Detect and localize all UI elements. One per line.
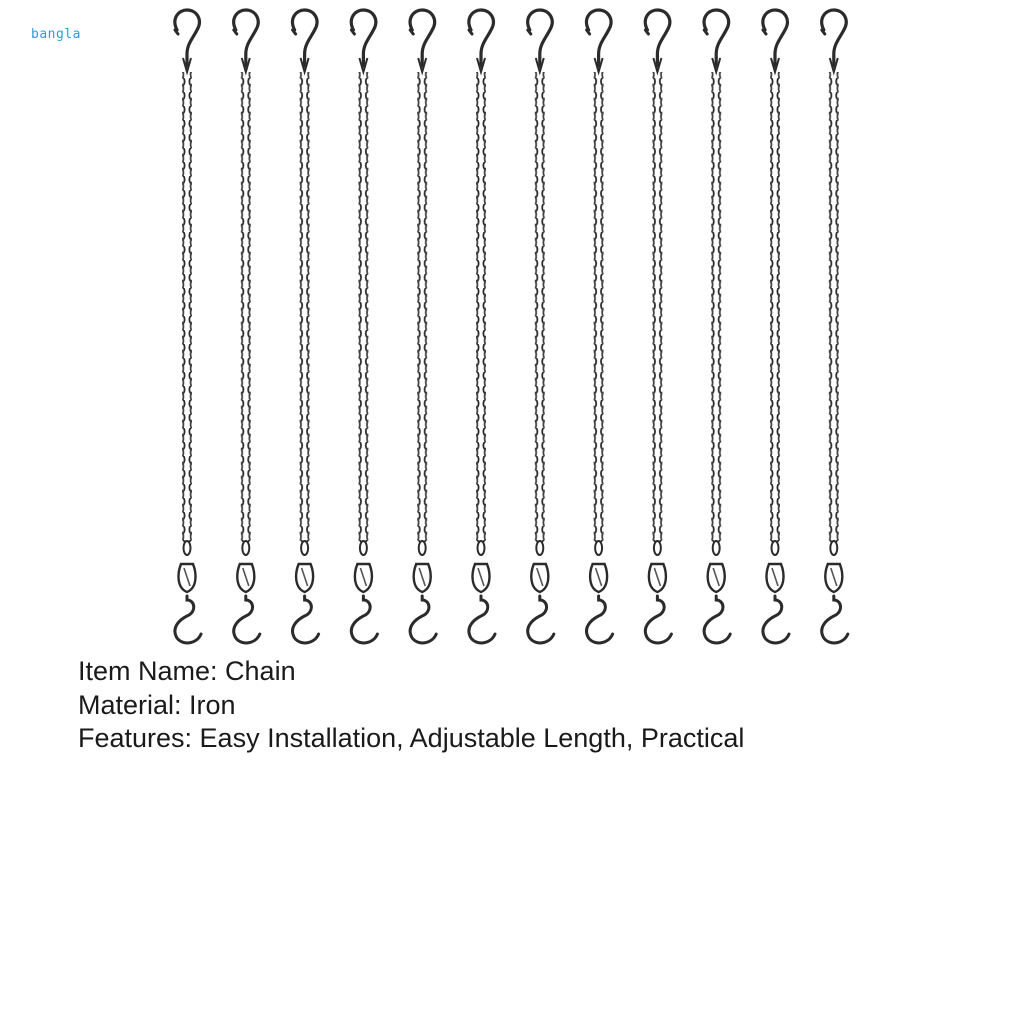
hanging-chain (469, 10, 495, 643)
hanging-chain (410, 10, 436, 643)
hanging-chain (763, 10, 789, 643)
spec-features: Features: Easy Installation, Adjustable Length, Practical (78, 723, 745, 753)
hanging-chain (528, 10, 554, 643)
product-specs (78, 655, 744, 756)
hanging-chain (351, 10, 377, 643)
hanging-chain (234, 10, 260, 643)
watermark-logo: bangla (31, 27, 81, 42)
spec-material: Material: Iron (78, 689, 236, 720)
hanging-chain (645, 10, 671, 643)
hanging-chain (704, 10, 730, 643)
hanging-chain (587, 10, 613, 643)
spec-item-name: Item Name: Chain (78, 656, 296, 686)
product-image-hanging-chains (160, 8, 865, 648)
hanging-chain (293, 10, 319, 643)
hanging-chain (822, 10, 848, 643)
hanging-chain (175, 10, 201, 643)
